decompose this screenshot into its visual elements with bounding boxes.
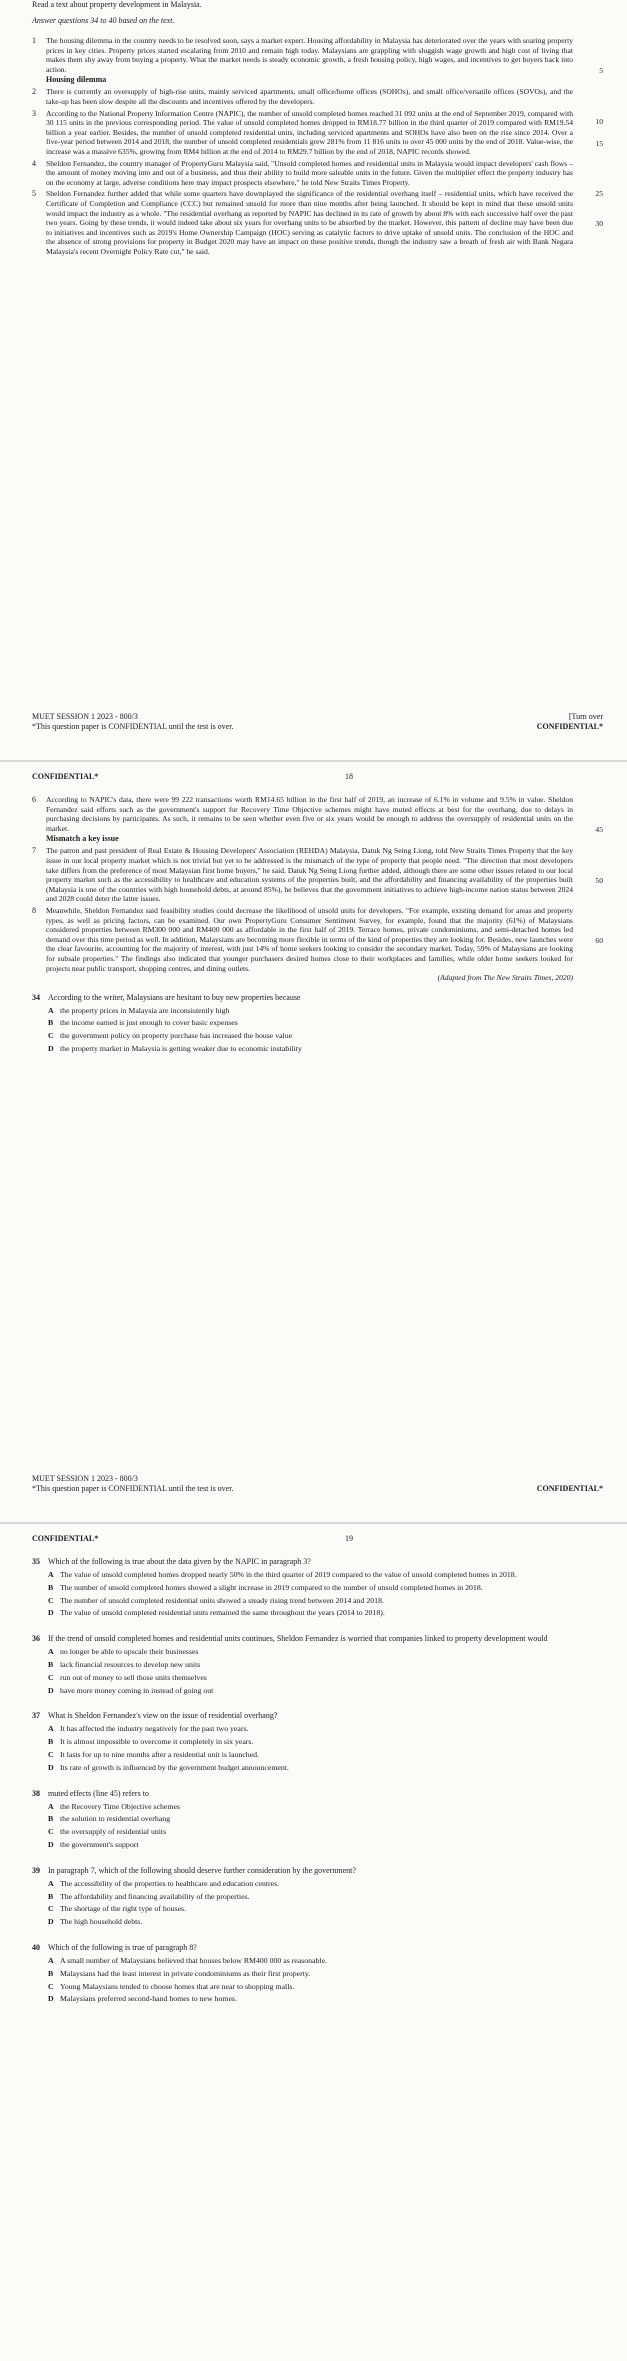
option-letter: C — [48, 1749, 54, 1759]
option-letter: A — [48, 1724, 54, 1734]
question-38 — [32, 1789, 603, 1850]
footer-code: MUET SESSION 1 2023 - 800/3 — [32, 712, 138, 721]
option-letter: A — [48, 1570, 54, 1579]
paragraph-text: Sheldon Fernandez further added that while some quarters have downplayed the significance of the residential overhang itself – residential units, which have received the Certificate of Completion and Compliance (CCC) but remained unsold for more than nine months after being launched. It should be kept in mind that these unsold units would impact the industry as a whole. "The residential overhang as reported by NAPIC has declined in its rate of growth by about 8% with each successive half over the past two years. Going by these trends, it would indeed take about six years for overhang units to be absorbed by the market. However, this pattern of decline may have been due to initiatives and incentives such as 2019's Home Ownership Campaign (HOC) serving as catalytic factors to drive uptake of unsold units. The conclusion of the HOC and the absence of strong provisions for property in Budget 2020 may have an impact on these positive trends, though the industry saw a breath of fresh air with Bank Negara Malaysia's recent Overnight Policy Rate cut," he said. — [46, 189, 573, 256]
answer-option-a[interactable] — [48, 1879, 603, 1889]
option-text: The high household debts. — [60, 1917, 143, 1927]
option-text: have more money coming in instead of going out — [60, 1685, 214, 1695]
question-number: 37 — [32, 1711, 40, 1721]
option-text: A small number of Malaysians believed that houses below RM400 000 as reasonable. — [60, 1955, 327, 1965]
passage-part-2 — [32, 795, 603, 973]
option-text: run out of money to sell those units themselves — [60, 1672, 207, 1682]
question-text: In paragraph 7, which of the following should deserve further consideration by the government? — [48, 1865, 356, 1875]
answer-option-a[interactable] — [48, 1724, 603, 1734]
answer-option-b[interactable] — [48, 1892, 603, 1902]
question-stem — [32, 1711, 603, 1721]
footer-code: MUET SESSION 1 2023 - 800/3 — [32, 1474, 138, 1483]
paragraph — [32, 846, 603, 904]
option-letter: C — [48, 1672, 54, 1682]
question-stem — [32, 1943, 603, 1953]
footer-confidential: CONFIDENTIAL* — [536, 722, 603, 731]
answer-option-a[interactable] — [48, 1647, 603, 1657]
answer-option-a[interactable] — [48, 1006, 603, 1016]
option-letter: C — [48, 1595, 54, 1605]
paragraph — [32, 795, 603, 833]
option-letter: B — [48, 1659, 54, 1669]
option-text: the property market in Malaysia is getting weaker due to economic instability — [60, 1044, 302, 1054]
question-number: 34 — [32, 992, 40, 1002]
line-number: 30 — [595, 219, 603, 229]
option-text: the government policy on property purchase has increased the house value — [60, 1031, 293, 1041]
option-letter: D — [48, 1839, 54, 1849]
answer-option-a[interactable] — [48, 1956, 603, 1966]
paragraph-number: 5 — [32, 189, 36, 199]
instruction: Answer questions 34 to 40 based on the text. — [32, 16, 175, 25]
paragraph-number: 7 — [32, 846, 36, 856]
answer-option-c[interactable] — [48, 1982, 603, 1992]
option-text: the government's support — [60, 1839, 139, 1849]
option-text: It has affected the industry negatively for the past two years. — [60, 1724, 249, 1734]
paragraph — [32, 36, 603, 74]
section-subheading: Mismatch a key issue — [46, 834, 119, 844]
answer-option-d[interactable] — [48, 1044, 603, 1054]
question-stem — [32, 993, 603, 1003]
question-number: 35 — [32, 1557, 40, 1566]
passage-part-1 — [32, 36, 603, 256]
question-number: 36 — [32, 1634, 40, 1644]
question-text: Which of the following is true about the data given by the NAPIC in paragraph 3? — [48, 1557, 311, 1566]
paragraph-text: According to NAPIC's data, there were 99 222 transactions worth RM14.65 billion in the first half of 2019, an increase of 6.1% in volume and 9.5% in value. Sheldon Fernandez said efforts such as the government's support for Recovery Time Objective schemes might have muted effects at best for the overhang, due to delays in purchasing decisions by participants. As such, it remains to be seen whether even five or six years would be enough to address the oversupply of residential units on the market. — [46, 795, 573, 833]
question-text: According to the writer, Malaysians are hesitant to buy new properties because — [48, 992, 301, 1002]
paragraph-number: 8 — [32, 905, 36, 915]
page-3 — [0, 1524, 627, 2361]
paragraph-text: The patron and past president of Real Estate & Housing Developers' Association (REHDA) Malaysia, Datuk Ng Seing Liong, told New Straits Times Property that the key issue in our local property market which is not trivial but yet to be addressed is the mismatch of the type of property that people need. "The direction that most developers take differs from the preference of most Malaysian first home buyers," he said. Datuk Ng Seing Liong further added, although there are some other issues related to our local property market such as the accessibility to healthcare and education systems of the properties built, and the affordability and financing availability of the properties built (Malaysia is one of the countries with high household debts, at around 85%), he believes that the government initiatives to achieve high-income nation status between 2024 and 2028 could deter the latter issues. — [46, 846, 573, 904]
header-confidential: CONFIDENTIAL* — [32, 1534, 99, 1543]
question-number: 40 — [32, 1942, 40, 1952]
option-letter: D — [48, 1994, 54, 2004]
option-text: Malaysians had the least interest in private condominiums as their first property. — [60, 1968, 311, 1978]
page-1 — [0, 0, 627, 760]
option-text: Young Malaysians tended to choose homes that are near to shopping malls. — [60, 1981, 295, 1991]
option-text: The accessibility of the properties to healthcare and education centres. — [60, 1878, 280, 1888]
paragraph-text: Sheldon Fernandez, the country manager of PropertyGuru Malaysia said, "Unsold completed homes and residential units in Malaysia would impact developers' cash flows – the amount of money moving into and out of a business, and thus their ability to build more saleable units in the future. Given the multiplier effect the property industry has on the economy at large, adverse conditions here may impact prospects elsewhere," he told New Straits Times Property. — [46, 158, 573, 187]
option-text: lack financial resources to develop new units — [60, 1659, 201, 1669]
answer-option-c[interactable] — [48, 1596, 603, 1606]
line-number: 60 — [595, 935, 603, 945]
answer-option-b[interactable] — [48, 1583, 603, 1593]
answer-option-a[interactable] — [48, 1802, 603, 1812]
answer-option-c[interactable] — [48, 1904, 603, 1914]
option-letter: B — [48, 1891, 54, 1901]
line-number: 10 — [595, 117, 603, 127]
answer-option-b[interactable] — [48, 1018, 603, 1028]
page-footer — [32, 712, 603, 732]
question-number: 38 — [32, 1788, 40, 1798]
paragraph-number: 3 — [32, 108, 36, 118]
option-text: the income earned is just enough to cover basic expenses — [60, 1018, 238, 1028]
option-letter: B — [48, 1582, 54, 1592]
line-number: 25 — [595, 188, 603, 198]
option-letter: C — [48, 1827, 54, 1837]
question-stem — [32, 1557, 603, 1567]
answer-option-d[interactable] — [48, 1608, 603, 1618]
question-text: muted effects (line 45) refers to — [48, 1788, 149, 1798]
paragraph-text: Meanwhile, Sheldon Fernandez said feasibility studies could decrease the likelihood of unsold units for developers. "For example, existing demand for areas and property types, as well as pricing factors, can be examined. Our own PropertyGuru Consumer Sentiment Survey, for example, found that the majority (61%) of Malaysians considered properties between RM300 000 and RM400 000 as affordable in the first half of 2019. Terrace homes, private condominiums, and semi-detached homes led demand over this time period as well. In addition, Malaysians are becoming more flexible in terms of the kind of properties they are looking for. Besides, new launches were the clear favourite, accounting for the majority of interest, with just 14% of home seekers looking to consider the secondary market. Today, 59% of Malaysians are looking for subsale properties." The findings also indicated that younger purchasers desired homes close to their workplaces and families, while older home seekers looked for projects near public transport, shopping centres, and dining outlets. — [46, 905, 573, 973]
paragraph-number: 2 — [32, 87, 36, 97]
option-text: the Recovery Time Objective schemes — [60, 1801, 180, 1811]
answer-option-b[interactable] — [48, 1814, 603, 1824]
paragraph — [32, 906, 603, 973]
source-citation: (Adapted from The New Straits Times, 2020) — [437, 973, 573, 983]
answer-option-b[interactable] — [48, 1660, 603, 1670]
question-35 — [32, 1557, 603, 1618]
option-letter: A — [48, 1801, 54, 1811]
paragraph — [32, 158, 603, 198]
answer-option-d[interactable] — [48, 1917, 603, 1927]
option-letter: B — [48, 1814, 54, 1824]
page-number: 18 — [345, 772, 353, 781]
question-text: Which of the following is true of paragraph 8? — [48, 1942, 197, 1952]
option-letter: B — [48, 1968, 54, 1978]
option-text: the solution to residential overhang — [60, 1814, 170, 1824]
paragraph — [32, 87, 603, 127]
option-letter: C — [48, 1981, 54, 1991]
answer-option-d[interactable] — [48, 1686, 603, 1696]
paragraph — [32, 189, 603, 256]
paragraph-text: According to the National Property Information Centre (NAPIC), the number of unsold completed homes reached 31 092 units at the end of September 2019, compared with 30 115 units in the previous corresponding period. The value of unsold completed homes dropped to RM18.77 billion in the third quarter of 2019 compared with RM19.54 billion a year earlier. Besides, the number of unsold completed residential units, including serviced apartments and SOHOs have also been on the rise since 2014. Over a five-year period between 2014 and 2018, the number of unsold completed residentials grew 281% from 11 816 units to over 45 000 units by the end of 2018. Value-wise, the increase was a massive 635%, growing from RM4 billion at the end of 2014 to RM29.7 billion by the end of 2018, NAPIC records showed. — [46, 108, 573, 156]
question-stem — [32, 1789, 603, 1799]
question-stem — [32, 1866, 603, 1876]
answer-option-d[interactable] — [48, 1994, 603, 2004]
paragraph-text: The housing dilemma in the country needs to be resolved soon, says a market expert. Housing affordability in Malaysia has deteriorated over the years with soaring property prices in key cities. Property prices started escalating from 2010 and remain high today. Malaysians are grappling with sluggish wage growth and high cost of living that makes them shy away from buying a property. What the market needs is steady economic growth, a fresh housing policy, high wages, and incentives to get buyers back into action. — [46, 36, 573, 74]
question-39 — [32, 1866, 603, 1927]
question-number: 39 — [32, 1865, 40, 1875]
answer-option-a[interactable] — [48, 1570, 603, 1580]
question-40 — [32, 1943, 603, 2004]
page-footer — [32, 1474, 603, 1494]
option-text: It lasts for up to nine months after a residential unit is launched. — [60, 1749, 259, 1759]
answer-option-b[interactable] — [48, 1969, 603, 1979]
answer-option-b[interactable] — [48, 1737, 603, 1747]
answer-option-d[interactable] — [48, 1840, 603, 1850]
option-letter: B — [48, 1737, 54, 1747]
footer-note: *This question paper is CONFIDENTIAL until the test is over. — [32, 722, 234, 731]
option-letter: B — [48, 1018, 54, 1028]
paragraph — [32, 109, 603, 157]
question-37 — [32, 1711, 603, 1772]
option-text: the property prices in Malaysia are inconsistently high — [60, 1005, 230, 1015]
question-list — [32, 1557, 603, 2004]
line-number: 5 — [599, 66, 603, 75]
line-number: 50 — [595, 876, 603, 886]
page-2 — [0, 762, 627, 1522]
line-number: 15 — [595, 138, 603, 148]
option-text: Its rate of growth is influenced by the government budget announcement. — [60, 1762, 289, 1772]
option-letter: C — [48, 1904, 54, 1914]
answer-option-c[interactable] — [48, 1031, 603, 1041]
option-letter: A — [48, 1955, 54, 1965]
option-text: no longer be able to upscale their businesses — [60, 1647, 199, 1657]
paragraph-number: 6 — [32, 795, 36, 804]
footer-note: *This question paper is CONFIDENTIAL until the test is over. — [32, 1484, 234, 1493]
option-text: It is almost impossible to overcome it completely in six years. — [60, 1737, 254, 1747]
footer-confidential: CONFIDENTIAL* — [536, 1484, 603, 1493]
option-letter: A — [48, 1878, 54, 1888]
answer-option-c[interactable] — [48, 1750, 603, 1760]
answer-option-c[interactable] — [48, 1673, 603, 1683]
header-confidential: CONFIDENTIAL* — [32, 772, 99, 781]
paragraph-text: There is currently an oversupply of high-rise units, mainly serviced apartments, small office/home offices (SOHOs), and small office/versatile offices (SOVOs), and the take-up has been slow despite all the discounts and incentives offered by the developers. — [46, 87, 573, 106]
option-letter: D — [48, 1762, 54, 1772]
option-text: The affordability and financing availability of the properties. — [60, 1891, 250, 1901]
section-subheading: Housing dilemma — [46, 75, 107, 85]
option-text: the oversupply of residential units — [60, 1827, 167, 1837]
option-text: The number of unsold completed residential units showed a steady rising trend between 2014 and 2018. — [60, 1595, 384, 1605]
option-letter: A — [48, 1005, 54, 1015]
page-number: 19 — [345, 1534, 353, 1543]
page-header — [32, 1534, 603, 1543]
option-letter: A — [48, 1647, 54, 1657]
question-stem — [32, 1634, 603, 1644]
option-text: The value of unsold completed homes dropped nearly 50% in the third quarter of 2019 compared to the value of unsold completed homes in 2018. — [60, 1570, 517, 1579]
question-34 — [32, 993, 603, 1054]
section-title: Read a text about property development in Malaysia. — [32, 0, 202, 9]
option-text: The shortage of the right type of houses. — [60, 1904, 187, 1914]
answer-option-c[interactable] — [48, 1827, 603, 1837]
question-36 — [32, 1634, 603, 1695]
option-text: Malaysians preferred second-hand homes to new homes. — [60, 1994, 237, 2004]
line-number: 45 — [595, 825, 603, 834]
question-text: What is Sheldon Fernandez's view on the issue of residential overhang? — [48, 1711, 278, 1721]
option-letter: D — [48, 1608, 54, 1618]
option-text: The number of unsold completed homes showed a slight increase in 2019 compared to the number of unsold completed homes in 2018. — [60, 1582, 483, 1592]
page-header — [32, 772, 603, 781]
answer-option-d[interactable] — [48, 1763, 603, 1773]
option-letter: D — [48, 1685, 54, 1695]
option-text: The value of unsold completed residential units remained the same throughout the years (2014 to 2018). — [60, 1608, 385, 1618]
option-letter: C — [48, 1031, 54, 1041]
paragraph-number: 4 — [32, 158, 36, 168]
option-letter: D — [48, 1044, 54, 1054]
question-text: If the trend of unsold completed homes and residential units continues, Sheldon Fernandez is worried that companies linked to property development would — [48, 1634, 548, 1644]
option-letter: D — [48, 1917, 54, 1927]
footer-turn-over: [Turn over — [568, 712, 603, 721]
paragraph-number: 1 — [32, 36, 36, 45]
